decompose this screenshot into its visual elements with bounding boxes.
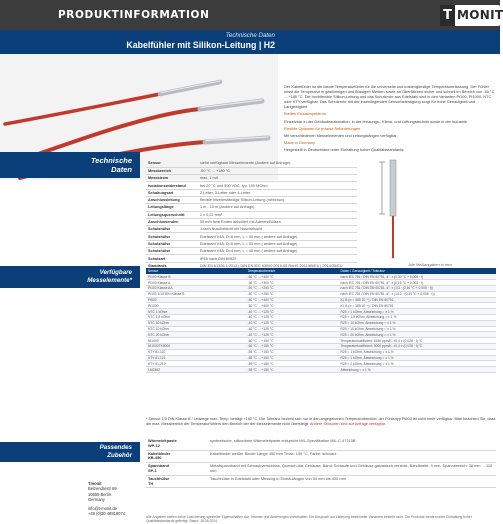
table-cell: Temperaturkoeffizient: 5000 ppm/K, ±0,4 ± (0,028 · t) °C <box>339 344 496 350</box>
accessory-description: Kabelbinder weißer Binder Länge 450 mm Tmax: 105 °C, Farbe: schwarz <box>208 450 496 463</box>
spec-label: Isolationswiderstand <box>146 182 198 189</box>
table-cell: NTC 10 kOhm <box>146 326 245 332</box>
spec-row <box>146 255 357 262</box>
section-label-technical-data <box>0 152 140 178</box>
table-cell: Pt1000 <box>146 303 245 309</box>
section-label-line: Messelemente* <box>87 277 132 284</box>
spec-label: Anschlussleitung <box>146 196 198 203</box>
cable <box>392 216 394 258</box>
title-band <box>0 30 500 54</box>
table-cell: -50 °C ... +400 °C <box>245 274 338 280</box>
description-heading: Breites Einsatzspektrum <box>284 111 326 117</box>
spec-value: bei 20 °C und 500 VDC, typ. 100 MOhm <box>198 182 357 189</box>
table-cell: -50 °C ... +250 °C <box>245 291 338 297</box>
table-cell: -40 °C ... +125 °C <box>245 326 338 332</box>
drawing-caption: Alle Maßangaben in mm <box>408 262 452 267</box>
table-cell: -50 °C ... +400 °C <box>245 297 338 303</box>
table-cell: Pt100 1/10 DIN Klasse B <box>146 291 245 297</box>
spec-label: Leitungslänge <box>146 204 198 211</box>
dimension-drawing <box>360 154 498 270</box>
table-cell: NI1000 <box>146 338 245 344</box>
table-cell: -40 °C ... +125 °C <box>245 315 338 321</box>
spec-label: Standards <box>146 262 198 269</box>
spec-value: 2 x 0,22 mm² <box>198 211 357 218</box>
table-cell: -40 °C ... +125 °C <box>245 309 338 315</box>
spec-label: Leitungsquerschnitt <box>146 211 198 218</box>
accessory-title: Wärmeleitpaste <box>148 438 177 443</box>
spec-label: Schaltungsart <box>146 189 198 196</box>
table-cell: Pt100 Klasse A <box>146 280 245 286</box>
table-cell: Kl. B (α = 385 10⁻⁴) / DIN EN 60751 <box>339 303 496 309</box>
description-paragraph: Der Kabelfühler ist die ideale Temperaturfühler für die universelle und kostengünstige Temperaturerfassung. Der Fühler misst die Temperatur in gasförmigen und flüssigen Medien sowie an Oberflächen sicher und schnell im Bereich von -50 °C ... +180 °C. Die hochflexible Silikon-Leitung und das Schutzrohr aus Edelstahl sind in den Varianten Pt100, Pt1000, NTC oder KTY verfügbar. Das Schutzrohr mit der innenliegenden Sensorbefestigung sorgt für hohe Genauigkeit und Langlebigkeit. <box>284 84 495 110</box>
column-header: Sensor <box>146 268 245 274</box>
spec-value: max. 1 mA <box>198 175 357 182</box>
product-description <box>284 84 496 154</box>
table-cell: -50 °C ... +250 °C <box>245 286 338 292</box>
accessory-name <box>146 463 208 476</box>
spec-label: Messstrom <box>146 175 198 182</box>
spec-row <box>146 175 357 182</box>
spec-value: IP65 nach DIN 60529 <box>198 255 357 262</box>
table-row <box>146 367 496 373</box>
table-cell: NI1000TK5000 <box>146 344 245 350</box>
accessory-name <box>146 475 208 488</box>
spec-label: Schutzhülse <box>146 240 198 247</box>
table-cell: -60 °C ... +150 °C <box>245 344 338 350</box>
accessory-row <box>146 475 496 488</box>
table-cell: KTY 81-110 <box>146 349 245 355</box>
spec-value: Edelstahl V4A, D=4 mm, L = 40 mm ( andere auf Anfrage) <box>198 248 357 255</box>
contact-line: info@t-monit.de <box>88 506 117 512</box>
table-cell: R25 = 10 kOhm, Abweichung = ± 1 % <box>339 326 496 332</box>
spec-row <box>146 218 357 225</box>
legal-footer: Alle Angaben stellen keine Zusicherung spezieller Eigenschaften dar; Irrtümer und Änderungen vorbehalten. Ein Anspruch auf Lieferung bestimmter Varianten besteht nicht. Die Produkte werden unter Einhaltung hoher Qualitätsstandards gefertigt. Stand: 18.08.2024 <box>146 515 472 524</box>
table-cell: nach IEC 751 / DIN EN 60751, d°: ± (1/10 · (0,30 °C + 0,005 · t)) <box>339 291 496 297</box>
table-cell: R25 = 20 kOhm, Abweichung = ± 1 % <box>339 332 496 338</box>
accessory-name <box>146 438 208 450</box>
section-label-accessories <box>0 442 140 462</box>
accessory-description: synthetische, silikonfreie Wärmeleitpaste entspricht MIL-Spezifikation MIL-C-47113B <box>208 438 496 450</box>
table-cell: -50 °C ... +400 °C <box>245 303 338 309</box>
spec-value: 1 m - 10 m (Andere auf Anfrage) <box>198 204 357 211</box>
table-cell: NTC 1,8 kOhm <box>146 315 245 321</box>
spec-label: Sensor <box>146 160 198 167</box>
table-cell: LM235Z <box>146 367 245 373</box>
table-cell: -60 °C ... +150 °C <box>245 338 338 344</box>
spec-row <box>146 233 357 240</box>
table-cell: nach IEC 751 / DIN EN 60751, d°: ± (0,30 °C + 0,005 · t) <box>339 274 496 280</box>
table-cell: -55 °C ... +150 °C <box>245 361 338 367</box>
table-cell: NTC 1 kOhm <box>146 309 245 315</box>
table-cell: -40 °C ... +125 °C <box>245 332 338 338</box>
spec-row <box>146 182 357 189</box>
spec-value: 1-fach Nuschelsicht mit Nuschelsicht <box>198 226 357 233</box>
table-cell: Pt100 Klasse AA <box>146 286 245 292</box>
header-bar <box>0 0 503 30</box>
table-cell: R25 = 2 kOhm, Abweichung = ± 1 % <box>339 361 496 367</box>
section-label-line: Technische <box>91 156 132 165</box>
description-paragraph: Einsetzbar in der Gebäudeautomation, in der Heizungs-, Klima- und Lüftungstechnik sowie in der Industrie. <box>284 118 469 124</box>
description-heading: Flexible Optionen für präzise Anforderungen <box>284 125 361 131</box>
spec-row <box>146 196 357 203</box>
header-title: PRODUKTINFORMATION <box>58 9 210 21</box>
table-cell: Pt100 Klasse B <box>146 274 245 280</box>
table-cell: -55 °C ... +150 °C <box>245 355 338 361</box>
table-cell: R25 = 1 kOhm, Abweichung = ± 1 % <box>339 309 496 315</box>
technical-data-table <box>146 160 357 270</box>
spec-row <box>146 189 357 196</box>
note-highlight: Andere Sensoren sind auf Anfrage verfügbar. <box>309 422 386 426</box>
spec-label: Anschlussenden <box>146 218 198 225</box>
spec-row <box>146 240 357 247</box>
section-label-line: Verfügbare <box>99 269 132 276</box>
table-note <box>146 417 496 427</box>
spec-row <box>146 226 357 233</box>
contact-line: Belzendrestr 69 <box>88 486 117 492</box>
measuring-elements-table <box>146 268 496 373</box>
contact-line: +49 (0)30 48818074 <box>88 511 125 517</box>
table-cell: Pt500 <box>146 297 245 303</box>
table-cell: nach IEC 751 / DIN EN 60751, d°: ± (0,15 °C + 0,002 · t) <box>339 280 496 286</box>
spec-value: 50 mm freie Enden abisoliert mit Aderendhülsen <box>198 218 357 225</box>
spec-value: 2-Leiter, 3-Leiter oder 4-Leiter <box>198 189 357 196</box>
section-label-available-elements <box>0 266 140 288</box>
company-contact <box>88 481 140 517</box>
table-cell: Temperaturkoeffizient: 6180 ppm/K, ±0,4 ± (0,028 · t) °C <box>339 338 496 344</box>
description-paragraph: Hergestellt in Deutschland unter Einhaltung hoher Qualitätsstandards. <box>284 146 405 152</box>
column-header: Daten / Genauigkeit / Toleranz <box>339 268 496 274</box>
table-cell: NTC 10 kOhm <box>146 320 245 326</box>
company-name: Tmonit <box>88 481 102 486</box>
accessories-table <box>146 438 496 488</box>
accessory-title: Tauchhülse <box>148 475 170 481</box>
accessory-description: Metallspannband mit Schraubverschluss, Quetsch-dar-Gehäuse; Band: Schlaufe und Gehäuse galvanisch verzinkt, Bandbreite: 9 mm, Spannbereich: 38 mm ... 110 mm <box>208 463 496 476</box>
accessory-code: SP-1 <box>148 467 157 473</box>
contact-line: 10559 Berlin <box>88 491 111 497</box>
accessory-code: KB-450 <box>148 455 162 461</box>
note-text: * Sensor 1/3 DIN Klasse B / Leitwege max. Temp. beträgt +180 °C. Die Toleranz bezieht sich nur in den angegebenen Temperaturbereich; der Fühlertyp Pt500 ist nicht mehr verfügbar. Bitte beachten Sie, dass die max. Messbereich der Temperaturfühlers den Bereich der der Messelemente nicht übersteigt. <box>146 417 496 426</box>
section-label-line: Zubehör <box>107 452 132 459</box>
product-title: Kabelfühler mit Silikon-Leitung | H2 <box>126 40 275 50</box>
table-cell: nach IEC 751 / DIN EN 60751, d°: ± (1/3 · (0,30 °C + 0,005 · t)) <box>339 286 496 292</box>
table-cell: Kl. B (α = 385 10⁻⁴) / DIN EN 60751 <box>339 297 496 303</box>
document-subtitle: Technische Daten <box>225 32 275 39</box>
accessory-row <box>146 438 496 450</box>
section-label-line: Daten <box>111 165 132 174</box>
accessory-code: WP-12 <box>148 442 160 448</box>
spec-value: Edelstahl V4A, D=6 mm, L = 50 mm ( andere auf Anfrage) <box>198 233 357 240</box>
dimension-drawing-svg <box>360 154 498 270</box>
logo-letter: T <box>440 5 455 26</box>
accessory-row <box>146 450 496 463</box>
table-cell: R25 = 1,8 kOhm, Abweichung = ± 1 % <box>339 315 496 321</box>
spec-row <box>146 160 357 167</box>
spec-row <box>146 211 357 218</box>
spec-value: flexible hitzebeständige Silikon-Leitung (rot/braun) <box>198 196 357 203</box>
contact-line: Germany <box>88 496 105 502</box>
spec-label: Schutzart <box>146 255 198 262</box>
accessory-name <box>146 450 208 463</box>
spec-row <box>146 248 357 255</box>
table-cell: Abweichung = ± 1 % <box>339 367 496 373</box>
table-cell: R25 = 10 kOhm, Abweichung = ± 1 % <box>339 320 496 326</box>
section-label-line: Passendes <box>99 444 132 451</box>
accessory-title: Spannband <box>148 463 170 469</box>
spec-value: -50 °C ... +180 °C <box>198 167 357 174</box>
spec-row <box>146 204 357 211</box>
spec-row <box>146 167 357 174</box>
table-cell: KTY 81-210 <box>146 361 245 367</box>
spec-value: Edelstahl V4A, D=5 mm, L = 50 mm ( andere auf Anfrage) <box>198 240 357 247</box>
accessory-description: Tauchhülse in Edelstahl oder Messing in Einbaulängen von 50 mm bis 400 mm <box>208 475 496 488</box>
logo-text: MONIT <box>457 8 503 22</box>
table-cell: NTC 20 kOhm <box>146 332 245 338</box>
spec-label: Schutzhülse <box>146 248 198 255</box>
protective-sleeve <box>390 160 396 216</box>
table-cell: -55 °C ... +150 °C <box>245 349 338 355</box>
description-paragraph: Mit verschiedenen Messelementen und Leitungslängen verfügbar. <box>284 132 398 138</box>
table-cell: -40 °C ... +125 °C <box>245 320 338 326</box>
column-header: Temperaturbereich <box>245 268 338 274</box>
spec-value: siehe verfügbare Messelemente (Andere auf Anfrage) <box>198 160 357 167</box>
spec-value: DIN EN 61326-1:2013 | DIN EN IEC 63000:2019-05 RoHS 2011/65/EU | 2014/35/EU <box>198 262 357 269</box>
spec-label: Schutzhülse <box>146 233 198 240</box>
spec-label: Messbereich <box>146 167 198 174</box>
accessory-code: TH <box>148 480 154 486</box>
table-cell: -55 °C ... +150 °C <box>245 367 338 373</box>
spec-label: Schutzhülse <box>146 226 198 233</box>
accessory-title: Kabelbinder <box>148 450 171 456</box>
table-cell: KTY 81-121 <box>146 355 245 361</box>
table-cell: -30 °C ... +300 °C <box>245 280 338 286</box>
table-cell: R25 = 1 kOhm, Abweichung = ± 1 % <box>339 349 496 355</box>
table-cell: R25 = 1 kOhm, Abweichung = ± 1 % <box>339 355 496 361</box>
description-heading: Made in Germany <box>284 139 315 145</box>
accessory-row <box>146 463 496 476</box>
brand-logo <box>440 5 503 26</box>
